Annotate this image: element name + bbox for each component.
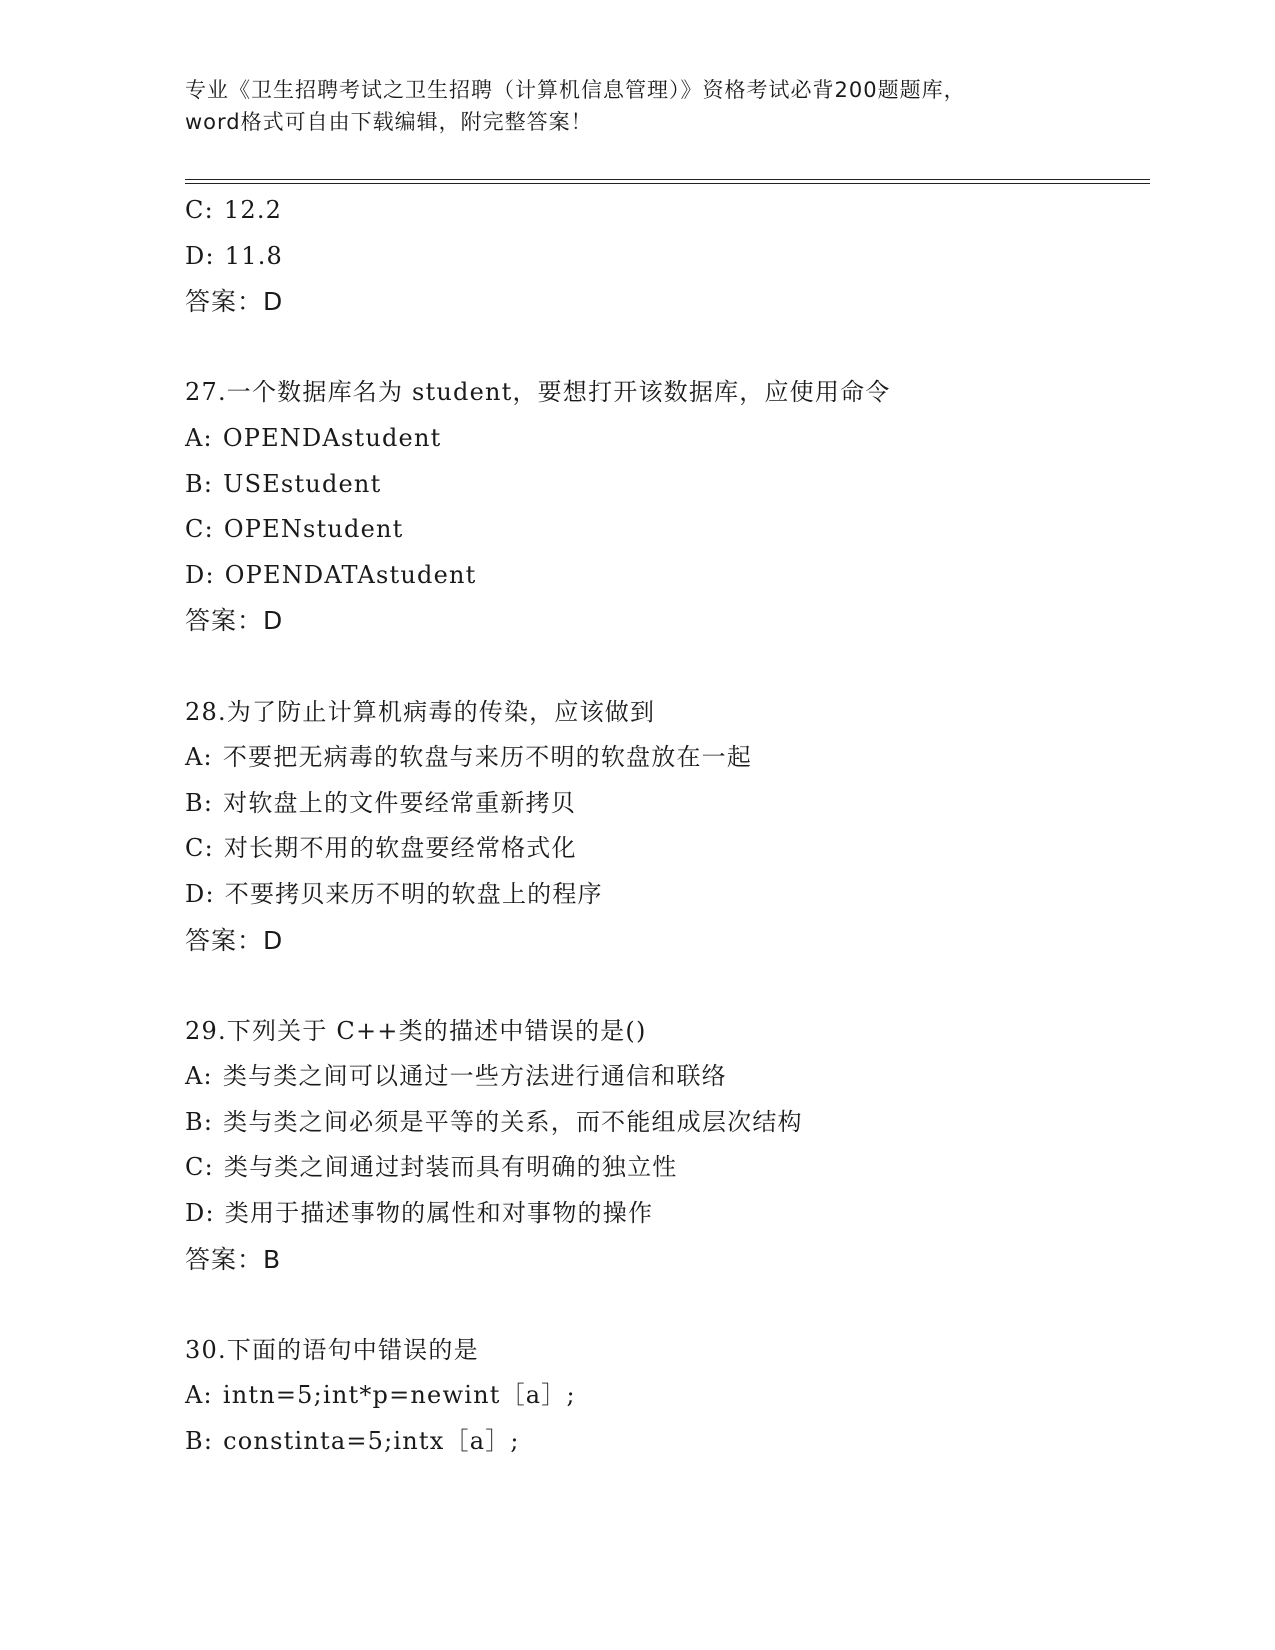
question-stem: 28.为了防止计算机病毒的传染，应该做到 [185, 697, 656, 726]
option-key: B [185, 788, 204, 817]
option-separator: : [203, 469, 214, 498]
question-block [185, 1009, 1165, 1283]
answer-label: 答案：B [185, 1244, 282, 1274]
option-key: B [185, 469, 204, 498]
option-separator: : [205, 560, 215, 589]
option-separator: : [203, 743, 213, 772]
option-text: 类用于描述事物的属性和对事物的操作 [224, 1199, 654, 1228]
option-text: 12.2 [223, 196, 283, 224]
option-separator: : [203, 1107, 214, 1136]
option-c [185, 188, 1165, 234]
answer-label: 答案：D [185, 606, 284, 636]
option-c [185, 1145, 1165, 1191]
option-key: A [185, 423, 204, 452]
option-separator: : [203, 423, 213, 452]
option-text: constinta=5;intx［a］; [223, 1427, 520, 1456]
question-spacer [185, 1282, 1165, 1328]
option-d [185, 234, 1165, 280]
option-c [185, 826, 1165, 872]
option-text: 对软盘上的文件要经常重新拷贝 [223, 788, 576, 817]
header-title-line-1: 专业《卫生招聘考试之卫生招聘（计算机信息管理）》资格考试必背200题题库， [185, 78, 966, 102]
option-key: C [185, 834, 205, 863]
question-stem: 29.下列关于 C++类的描述中错误的是() [185, 1016, 647, 1045]
option-key: A [185, 1381, 204, 1410]
option-key: D [185, 879, 206, 908]
option-key: B [185, 1107, 204, 1136]
option-key: D [185, 241, 206, 270]
option-b [185, 781, 1165, 827]
page-header [185, 74, 1085, 138]
header-title-line-2: word格式可自由下载编辑，附完整答案！ [185, 110, 593, 134]
option-b [185, 1419, 1165, 1465]
question-spacer [185, 644, 1165, 690]
option-separator: : [203, 1062, 213, 1091]
option-text: 类与类之间必须是平等的关系，而不能组成层次结构 [223, 1107, 803, 1136]
option-key: C [185, 515, 205, 544]
option-text: 不要拷贝来历不明的软盘上的程序 [224, 879, 603, 908]
option-d [185, 553, 1165, 599]
answer-label: 答案：D [185, 287, 284, 317]
option-key: D [185, 560, 206, 589]
option-text: OPENDAstudent [222, 423, 442, 452]
header-divider-top [185, 179, 1150, 180]
option-separator: : [203, 1381, 213, 1410]
option-text: OPENDATAstudent [224, 560, 477, 589]
option-d [185, 1191, 1165, 1237]
option-key: A [185, 1062, 204, 1091]
question-continued [185, 188, 1165, 325]
option-key: C [185, 196, 205, 224]
option-d [185, 872, 1165, 918]
option-separator: : [205, 879, 215, 908]
option-separator: : [204, 515, 214, 544]
question-stem: 30.下面的语句中错误的是 [185, 1335, 479, 1364]
option-separator: : [205, 241, 215, 270]
option-key: C [185, 1153, 205, 1182]
option-separator: : [203, 788, 214, 817]
question-spacer [185, 963, 1165, 1009]
option-key: B [185, 1427, 204, 1456]
option-separator: : [205, 1199, 215, 1228]
option-text: 不要把无病毒的软盘与来历不明的软盘放在一起 [222, 743, 753, 772]
option-b [185, 1100, 1165, 1146]
option-key: A [185, 743, 204, 772]
option-separator: : [204, 1153, 214, 1182]
option-key: D [185, 1199, 206, 1228]
question-stem: 27.一个数据库名为 student，要想打开该数据库，应使用命令 [185, 378, 891, 407]
option-a [185, 1054, 1165, 1100]
option-text: 类与类之间通过封装而具有明确的独立性 [223, 1153, 678, 1182]
option-separator: : [203, 1427, 214, 1456]
question-block [185, 1328, 1165, 1465]
question-block [185, 370, 1165, 644]
option-text: intn=5;int*p=newint［a］; [222, 1381, 576, 1410]
option-a [185, 1373, 1165, 1419]
option-c [185, 507, 1165, 553]
answer-label: 答案：D [185, 925, 284, 955]
option-a [185, 416, 1165, 462]
option-b [185, 462, 1165, 508]
option-text: 类与类之间可以通过一些方法进行通信和联络 [222, 1062, 727, 1091]
option-a [185, 735, 1165, 781]
option-text: 对长期不用的软盘要经常格式化 [223, 834, 577, 863]
question-spacer [185, 325, 1165, 371]
option-text: OPENstudent [223, 515, 404, 544]
header-divider-bottom [185, 183, 1150, 184]
option-text: USEstudent [223, 469, 382, 498]
question-block [185, 690, 1165, 964]
option-separator: : [204, 834, 214, 863]
option-separator: : [204, 196, 214, 224]
question-list [185, 188, 1165, 1465]
option-text: 11.8 [224, 241, 283, 270]
